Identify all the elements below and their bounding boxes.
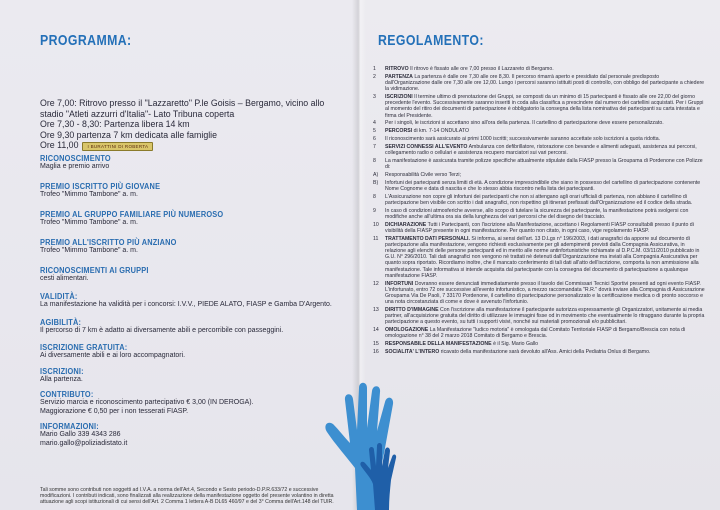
block-title: ISCRIZIONI:	[40, 366, 84, 376]
rule-text	[385, 327, 705, 339]
rule-body: Per i singoli, le iscrizioni si accettano sino all'ora della partenza. Il cartellino di partecipazione deve essere personalizzato.	[385, 120, 664, 127]
info-block	[40, 421, 340, 448]
rule-item	[373, 180, 705, 192]
rule-body: Il termine ultimo di prenotazione dei Gruppi, se composti da un minimo di 15 partecipanti è fissato alle ore 22,00 del giorno precedente l'evento. Successivamente saranno inseriti in coda alla classifica a prescindere dal numero dei cartellini acquistati. Per i Gruppi al momento del ritiro dei documenti di partecipazione è obbligatorio la consegna della lista nominativa dei partecipanti su carta intestata e firma del Presidente.	[385, 94, 704, 119]
rule-text	[385, 194, 705, 206]
rule-heading: DICHIARAZIONE	[385, 221, 427, 228]
rule-body: Il ritrovo è fissato alle ore 7,00 presso il Lazzareto di Bergamo.	[410, 66, 554, 72]
block-line: Mario Gallo 339 4343 286	[40, 431, 121, 438]
rule-number: 7	[373, 143, 376, 150]
rule-heading: OMOLOGAZIONE	[385, 327, 429, 334]
block-title: ISCRIZIONE GRATUITA:	[40, 342, 128, 352]
rule-text	[385, 222, 705, 234]
block-line: Trofeo "Mimmo Tambone" a. m.	[40, 191, 138, 198]
rule-body: Dovranno essere denunciati immediatamente presso il tavolo dei Commissari Tecnici Sportivi presenti ad ogni evento FIASP. L'infortunato, entro 72 ore successive all'evento infortunistico, a mezzo raccomandata "R.R." dovrà inviare alla Compagnia di Assicurazione Groupama Via De Paoli, 7 33170 Pordenone, il cartellino di partecipazione personalizzato e la certificazione medica o di pronto soccorso e una nota circostanziata di come e dove è avvenuto l'infortunio.	[385, 280, 705, 306]
block-title: PREMIO ALL'ISCRITTO PIÙ ANZIANO	[40, 237, 177, 247]
block-line: Trofeo "Mimmo Tambone" a. m.	[40, 219, 138, 226]
schedule-line: Ore 9,30 partenza 7 km dedicata alle famiglie	[40, 129, 218, 140]
burattini-logo: I BURATTINI DI ROBERTA	[82, 142, 153, 151]
rule-number: 2	[373, 73, 376, 80]
rule-heading: SERVIZI CONNESSI ALL'EVENTO	[385, 143, 468, 150]
info-block	[40, 317, 340, 336]
rule-text	[385, 307, 705, 326]
block-line: Servizio marcia e riconoscimento partecipativo € 3,00 (IN DEROGA).	[40, 399, 254, 406]
rule-text	[385, 236, 705, 279]
rule-heading: RESPONSABILE DELLA MANIFESTAZIONE	[385, 341, 492, 348]
rule-item	[373, 281, 705, 306]
rule-body: In caso di condizioni atmosferiche avverse, allo scopo di tutelare la sicurezza dei partecipante, la manifestazione potrà svolgersi con modifiche anche all'ultima ora sia della lunghezza dei vari percorsi che del disegno del tracciato.	[385, 207, 689, 220]
info-block	[40, 342, 340, 361]
rule-body: Si informa, ai sensi dell'art. 13 D.Lgs n° 196/2003, i dati anagrafici da apporre sul documento di partecipazione alla manifestazione, vengono richiesti esclusivamente per gli adempimenti previsti dalla Compagnia Assicurativa, in relazione agli elenchi delle persone partecipanti ed in merito alle norme antinfortunistiche richiamate al D.P.C.M. 03/11/2010 pubblicato in G.U. N° 296/2010. Tali dati anagrafici non vengono nè trattati nè detenuti dall'Organizzazione ma inviati alla Compagnia Assicurativa per quanto sopra riportato. Ricordiamo inoltre, che il mancato conferimento di tali dati all'atto dell'iscrizione, comporta la non ammissione alla manifestazione. Tale informativa si intende acquisita dal partecipante con la consegna del documento di partecipazione a qualunque manifestazione FIASP.	[385, 235, 700, 279]
rule-heading: INFORTUNI	[385, 280, 414, 287]
regolamento-title: REGOLAMENTO:	[378, 32, 484, 49]
rule-number: 13	[373, 307, 379, 314]
rule-item	[373, 158, 705, 170]
rule-body: ricavato della manifestazione sarà devoluto all'Ass. Amici della Pediatria Onlus di Bergamo.	[440, 349, 651, 356]
info-block	[40, 291, 340, 310]
block-line: Alla partenza.	[40, 376, 83, 383]
rule-text	[385, 144, 705, 156]
schedule-line	[40, 140, 340, 151]
info-block	[40, 181, 340, 200]
rule-text	[385, 120, 705, 126]
rule-number: 12	[373, 280, 379, 287]
hands-graphic	[305, 360, 425, 510]
rule-item	[373, 349, 705, 355]
rule-body: è il Sig. Mario Gallo	[493, 341, 539, 348]
rule-text	[385, 172, 705, 178]
rule-number: 9	[373, 207, 376, 214]
block-line: Trofeo "Mimmo Tambone" a. m.	[40, 247, 138, 254]
schedule	[40, 98, 340, 151]
rule-heading: SOCIALITA' L'INTERO	[385, 349, 440, 356]
info-block	[40, 389, 340, 416]
block-title: PREMIO ISCRITTO PIÙ GIOVANE	[40, 181, 161, 191]
info-block	[40, 265, 340, 284]
rule-item	[373, 128, 705, 134]
rule-heading: ISCRIZIONI	[385, 94, 413, 100]
rule-body: La manifestazione è assicurata tramite polizze specifiche attualmente stipulate dalla FIASP presso la Groupama di Pordenone con Polizze di:	[385, 157, 703, 170]
rule-number: 1	[373, 66, 376, 72]
programma-title: PROGRAMMA:	[40, 32, 132, 49]
rule-text	[385, 349, 705, 355]
block-title: AGIBILITÀ:	[40, 317, 82, 327]
block-line: Il percorso di 7 km è adatto ai diversamente abili e percorribile con passeggini.	[40, 327, 284, 334]
rule-item	[373, 74, 705, 93]
info-block	[40, 366, 340, 385]
rule-heading: RITROVO	[385, 66, 409, 72]
block-line: Maggiorazione € 0,50 per i non tesserati FIASP.	[40, 407, 189, 415]
rule-body: di km. 7-14 ONDULATO	[413, 128, 470, 135]
schedule-line: Ore 7,30 - 8,30: Partenza libera 14 km	[40, 119, 190, 130]
rule-heading: PARTENZA	[385, 73, 413, 80]
rule-item	[373, 172, 705, 178]
rule-number: 6	[373, 136, 376, 142]
rule-text	[385, 128, 705, 134]
rule-item	[373, 94, 705, 119]
rule-text	[385, 136, 705, 142]
rule-body: Il riconoscimento sarà assicurato ai primi 1000 iscritti; successivamente saranno accettate solo iscrizioni a quota ridotta.	[385, 136, 661, 142]
rule-body: La Manifestazione "ludico motoria" è omologata dal Comitato Territoriale FIASP di Bergamo/Brescia con nota di omologazione n° 38 del 2 marzo 2018 Comitato di Bergamo e Brescia.	[385, 327, 686, 340]
rule-number: 15	[373, 341, 379, 348]
block-line: Maglia e premio arrivo	[40, 163, 110, 170]
rule-item	[373, 120, 705, 126]
rule-text	[385, 341, 705, 347]
fine-print: Tali somme sono contributi non soggetti ad I.V.A. a norma dell'Art.4, Secondo e Sesto periodo-D.P.R.633/72 e successive modificazioni. I contributi indicati, sono finalizzati alla realizzazione della manifestazione oggetto del presente volantino in diretta attuazione agli scopi istituzionali di cui sensi dell'Art. 2 Comma 1 lettera A-B DL65 460/97 e del 3° Comma dell'Art.148 del TUIR.	[40, 487, 334, 506]
rule-number: A)	[373, 171, 379, 178]
block-title: INFORMAZIONI:	[40, 421, 99, 431]
rule-heading: TRATTAMENTO DATI PERSONALI.	[385, 235, 470, 242]
rule-text	[385, 208, 705, 220]
rule-body: L'Assicurazione non copre gli infortuni dei partecipanti che non si attengano agli orari ufficiali di partenza, non abbiano il cartellino di partecipazione ben visibile con scritto i dati anagrafici, non rispettino gli itinerari prefissati dall'Organizzazione ed il codice della strada.	[385, 193, 693, 206]
rule-body: Infortuni dei partecipanti senza limiti di età. A condizione imprescindibile che siano in possesso del cartellino di partecipazione contenente Nome Cognome e data di nascita e che lo stesso abbia riscontro nella lista dei partecipanti.	[385, 179, 701, 192]
rule-item	[373, 327, 705, 339]
rule-text	[385, 158, 705, 170]
rule-body: Ambulanza con defibrillatore, ristorazione con bevande e alimenti adeguati, assistenza sui percorsi, collegamento radio o cellulari e assistenza recupero marciatori sui vari percorsi.	[385, 143, 697, 156]
rule-item	[373, 222, 705, 234]
block-title: VALIDITÀ:	[40, 291, 78, 301]
rule-number: 4	[373, 120, 376, 127]
rules-list	[373, 66, 705, 357]
block-title: RICONOSCIMENTI AI GRUPPI	[40, 265, 149, 275]
rule-number: 10	[373, 221, 379, 228]
info-block	[40, 237, 340, 256]
rule-number: 3	[373, 94, 376, 100]
rule-text	[385, 180, 705, 192]
rule-item	[373, 236, 705, 279]
block-line: La manifestazione ha validità per i concorsi: I.V.V., PIEDE ALATO, FIASP e Gamba D'Argento.	[40, 301, 332, 308]
rule-text	[385, 281, 705, 306]
rule-number: 5	[373, 128, 376, 135]
rule-item	[373, 194, 705, 206]
rule-number: 14	[373, 327, 379, 334]
rule-body: Con l'iscrizione alla manifestazione il partecipante autorizza espressamente gli Organizzatori, unitamente ai media partner, all'acquisizione gratuita del diritto di utilizzare le immagini fisse od in movimento che eventualmente lo ritraggano durante la propria partecipazione a questo evento, su tutti i supporti visivi, nonché sui materiali promozionali e/o pubblicitari.	[385, 307, 705, 326]
rule-item	[373, 341, 705, 347]
rule-text	[385, 74, 705, 93]
block-title: CONTRIBUTO:	[40, 389, 94, 399]
schedule-time: Ore 11,00	[40, 140, 79, 151]
block-line: mario.gallo@poliziadistato.it	[40, 439, 128, 447]
rule-heading: DIRITTO D'IMMAGINE	[385, 307, 439, 314]
rule-item	[373, 66, 705, 72]
info-block	[40, 153, 340, 172]
rule-item	[373, 136, 705, 142]
rule-body: Responsabilità Civile verso Terzi;	[385, 171, 462, 178]
schedule-line: Ore 7,00: Ritrovo presso il "Lazzaretto" P.le Goisis – Bergamo, vicino allo stadio "Atleti azzurri d'Italia"- Lato Tribuna coperta	[40, 98, 325, 119]
rule-body: Tutti i Partecipanti, con l'iscrizione alla Manifestazione, accettano i Regolamenti FIASP consultabili presso il punto di visibilità della FIASP presente in ogni manifestazione. Per quanto non citato, in ogni caso, vige regolamento FIASP.	[385, 221, 694, 234]
rule-text	[385, 66, 705, 72]
rule-heading: PERCORSI	[385, 128, 413, 135]
block-line: Ai diversamente abili e ai loro accompagnatori.	[40, 352, 186, 359]
block-line: cesti alimentari.	[40, 275, 89, 282]
info-block	[40, 209, 340, 228]
rule-number: 16	[373, 349, 379, 356]
rule-number: 11	[373, 235, 379, 242]
rule-body: La partenza è dalle ore 7,30 alle ore 8,30. Il percorso rimarrà aperto e presidiato dal personale predisposto dall'Organizzazione dalle ore 7,30 alle ore 12,00. Lungo i percorsi saranno istituiti posti di controllo, con obbligo del partecipante a chiedere la vidimazione.	[385, 73, 705, 93]
rule-item	[373, 208, 705, 220]
rule-number: 8	[373, 157, 376, 164]
rule-text	[385, 94, 705, 119]
rule-item	[373, 144, 705, 156]
rule-number: B)	[373, 179, 379, 186]
block-title: PREMIO AL GRUPPO FAMILIARE PIÙ NUMEROSO	[40, 209, 224, 219]
rule-item	[373, 307, 705, 326]
block-title: RICONOSCIMENTO	[40, 153, 111, 163]
rule-number: 8	[373, 193, 376, 200]
